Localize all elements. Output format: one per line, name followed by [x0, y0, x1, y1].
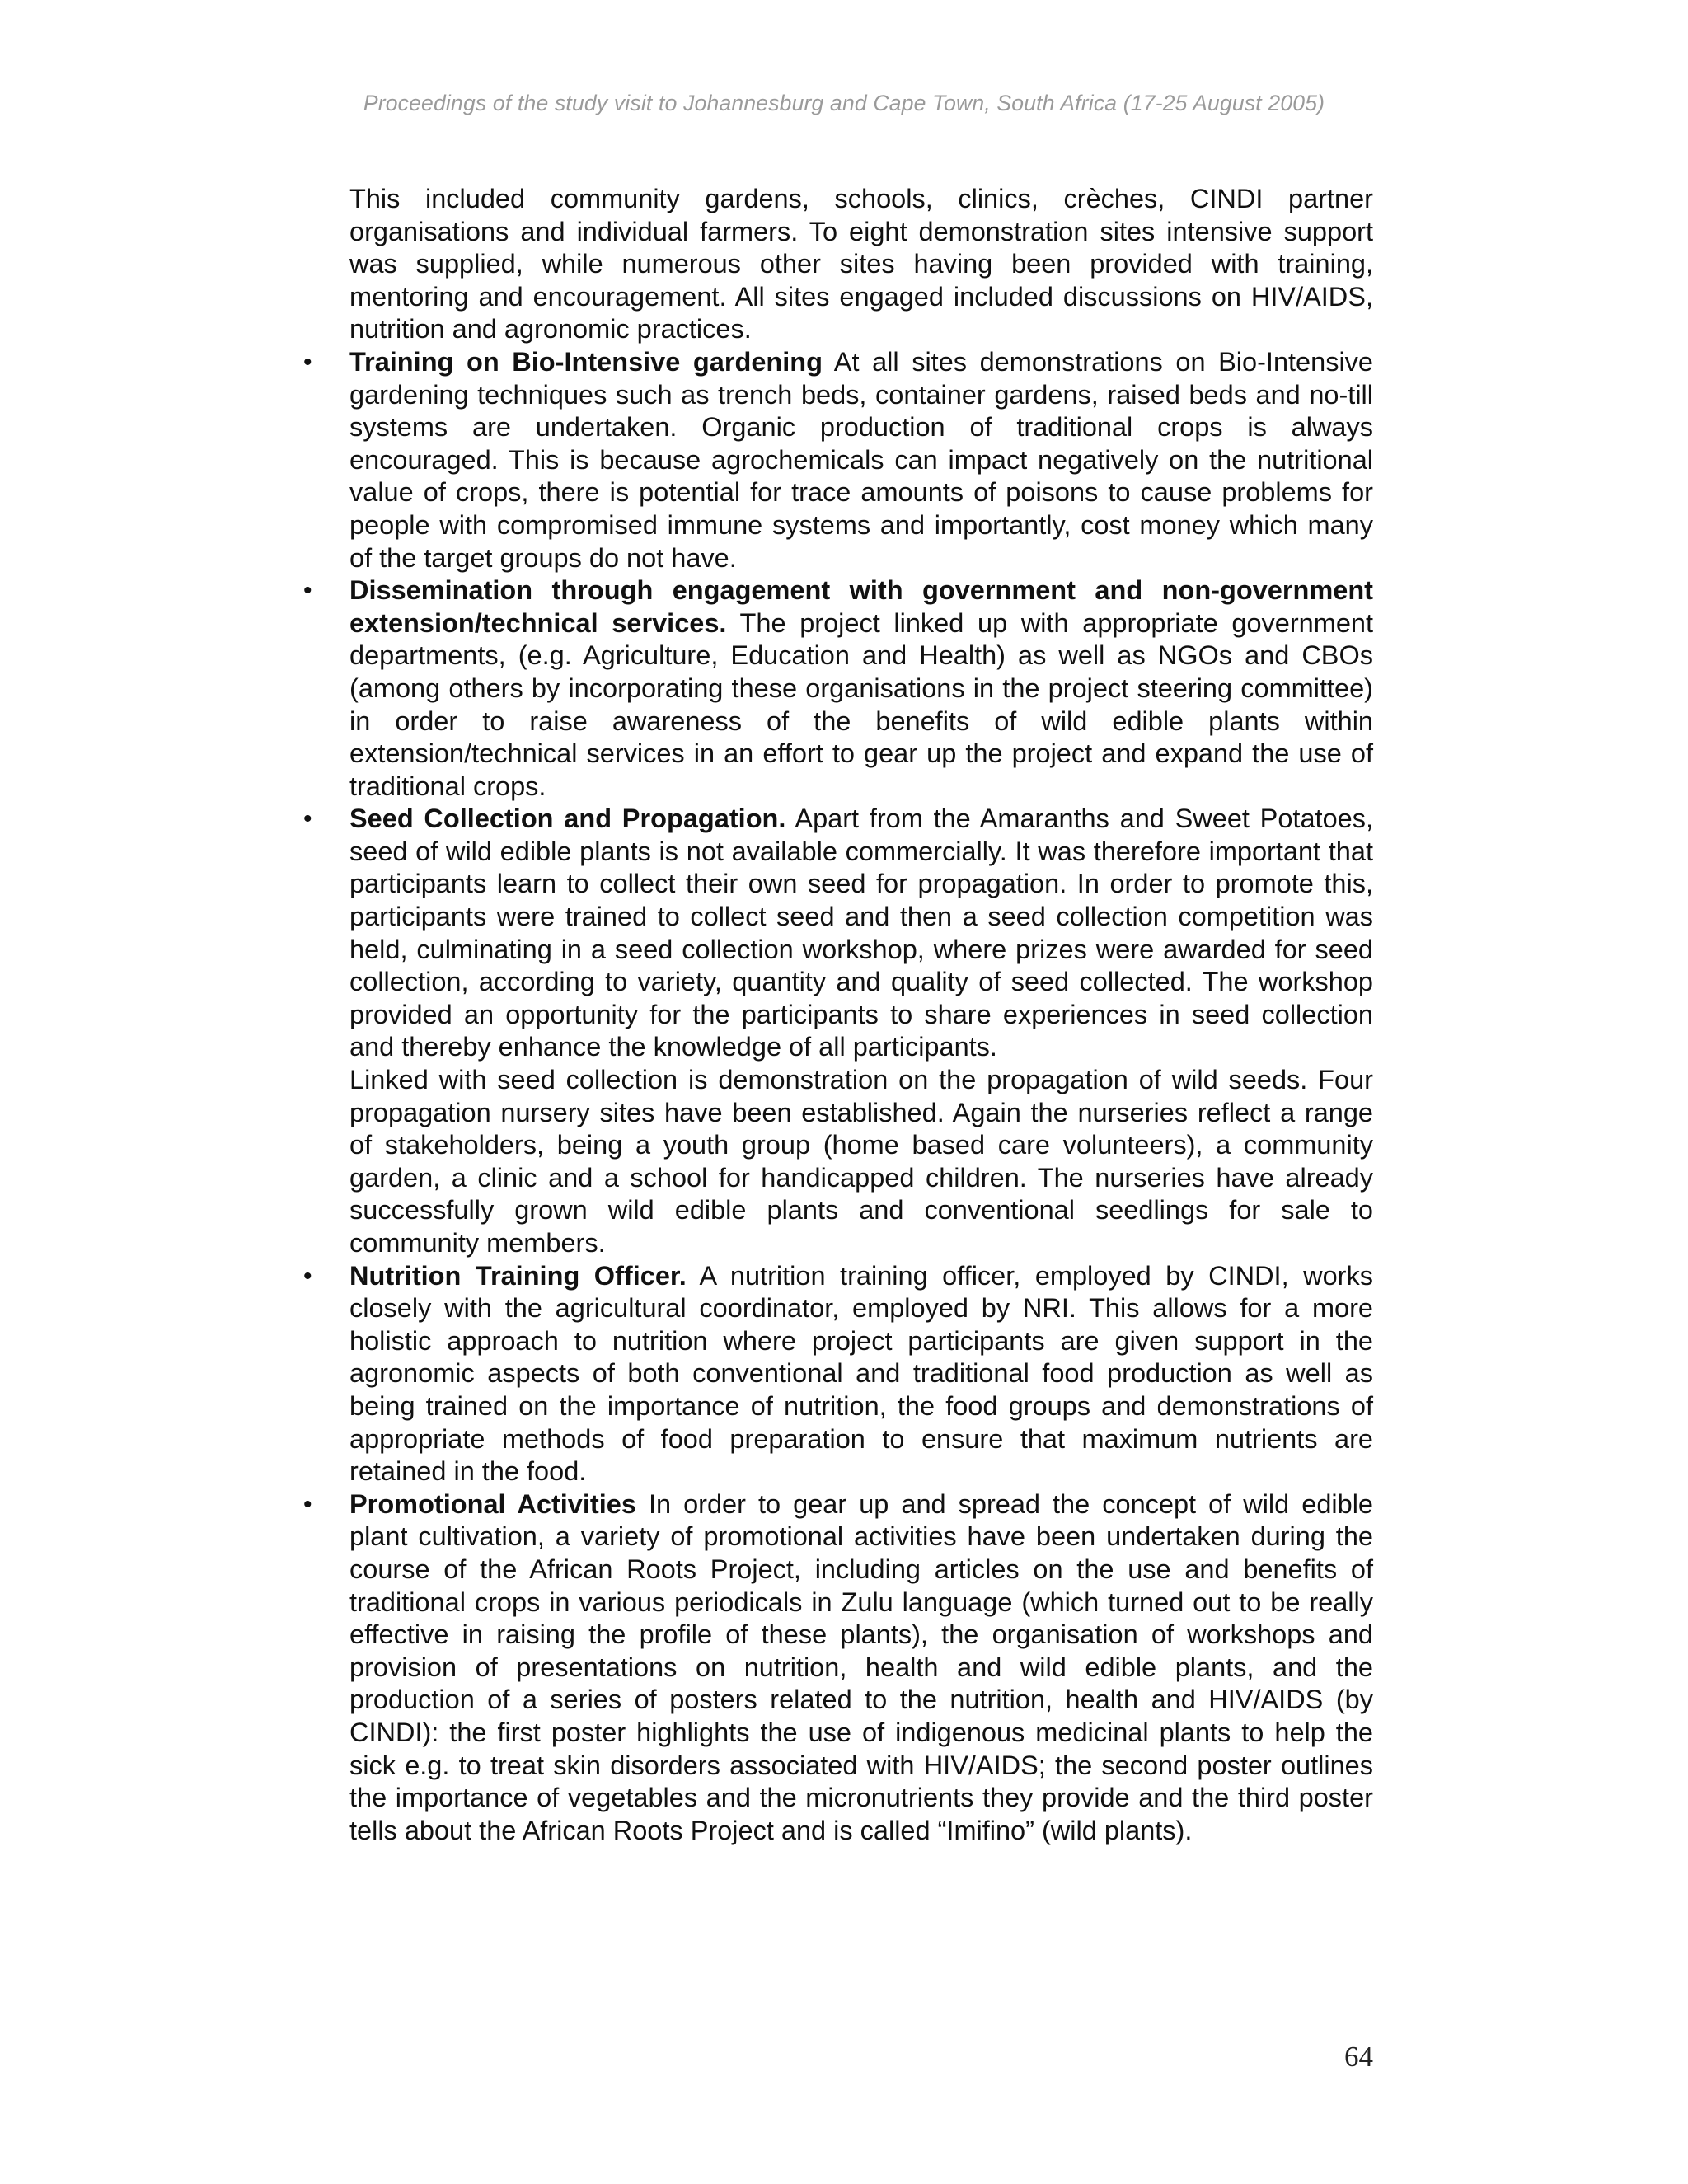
list-item-text [349, 1260, 1373, 1488]
list-item-continuation: Linked with seed collection is demonstration on the propagation of wild seeds. Four propagation nursery sites have been established. Again the nurseries reflect a range of stakeholders, being a youth group (home based care volunteers), a community garden, a clinic and a school for handicapped children. The nurseries have already successfully grown wild edible plants and conventional seedlings for sale to community members. [349, 1065, 1373, 1258]
list-item-heading: Seed Collection and Propagation. [349, 804, 786, 834]
list-item-heading: Promotional Activities [349, 1488, 636, 1519]
page-number: 64 [1344, 2041, 1373, 2073]
list-item-text [349, 803, 1373, 1064]
list-item-heading: Nutrition Training Officer. [349, 1260, 687, 1291]
list-item-heading: Training on Bio-Intensive gardening [349, 346, 823, 377]
intro-paragraph: This included community gardens, schools, clinics, crèches, CINDI partner organisations and individual farmers. To eight demonstration sites intensive support was supplied, while numerous other sites having been provided with training, mentoring and encouragement. All sites engaged included discussions on HIV/AIDS, nutrition and agronomic practices. [349, 184, 1373, 344]
list-item-body: Apart from the Amaranths and Sweet Potatoes, seed of wild edible plants is not available commercially. It was therefore important that participants learn to collect their own seed for propagation. In order to promote this, participants were trained to collect seed and then a seed collection competition was held, culminating in a seed collection workshop, where prizes were awarded for seed collection, according to variety, quantity and quality of seed collected. The workshop provided an opportunity for the participants to share experiences in seed collection and thereby enhance the knowledge of all participants. [349, 804, 1374, 1062]
list-item-heading: Dissemination through engagement with government and non-government extension/technical services. [349, 575, 1373, 638]
bullet-icon: • [303, 805, 312, 833]
list-item-text [349, 1488, 1373, 1848]
list-item [303, 346, 1374, 574]
bullet-icon: • [303, 577, 312, 605]
list-item-text [349, 346, 1373, 574]
body-text [303, 183, 1374, 1847]
bullet-icon: • [303, 1490, 312, 1518]
list-item-body: The project linked up with appropriate government departments, (e.g. Agriculture, Education and Health) as well as NGOs and CBOs (among others by incorporating these organisations in the project steering committee) in order to raise awareness of the benefits of wild edible plants within extension/technical services in an effort to gear up the project and expand the use of traditional crops. [349, 607, 1373, 801]
bullet-icon: • [303, 1262, 312, 1290]
list-item-text [349, 574, 1373, 803]
list-item [303, 1260, 1373, 1488]
list-item-body: At all sites demonstrations on Bio-Intensive gardening techniques such as trench beds, container gardens, raised beds and no-till systems are undertaken. Organic production of traditional crops is always encouraged. This is because agrochemicals can impact negatively on the nutritional value of crops, there is potential for trace amounts of poisons to cause problems for people with compromised immune systems and importantly, cost money which many of the target groups do not have. [349, 346, 1374, 573]
list-item-body: A nutrition training officer, employed by CINDI, works closely with the agricultural coordinator, employed by NRI. This allows for a more holistic approach to nutrition where project participants are given support in the agronomic aspects of both conventional and traditional food production as well as being trained on the importance of nutrition, the food groups and demonstrations of appropriate methods of food preparation to ensure that maximum nutrients are retained in the food. [349, 1260, 1373, 1487]
running-header: Proceedings of the study visit to Johannesburg and Cape Town, South Africa (17-25 August 2005) [363, 91, 1325, 115]
list-item [303, 574, 1373, 803]
bullet-icon: • [303, 348, 312, 376]
list-item [303, 1488, 1373, 1848]
list-item [303, 803, 1374, 1259]
list-item-body: In order to gear up and spread the concept of wild edible plant cultivation, a variety of promotional activities have been undertaken during the course of the African Roots Project, including articles on the use and benefits of traditional crops in various periodicals in Zulu language (which turned out to be really effective in raising the profile of these plants), the organisation of workshops and provision of presentations on nutrition, health and wild edible plants, and the production of a series of posters related to the nutrition, health and HIV/AIDS (by CINDI): the first poster highlights the use of indigenous medicinal plants to help the sick e.g. to treat skin disorders associated with HIV/AIDS; the second poster outlines the importance of vegetables and the micronutrients they provide and the third poster tells about the African Roots Project and is called “Imifino” (wild plants). [349, 1488, 1373, 1845]
